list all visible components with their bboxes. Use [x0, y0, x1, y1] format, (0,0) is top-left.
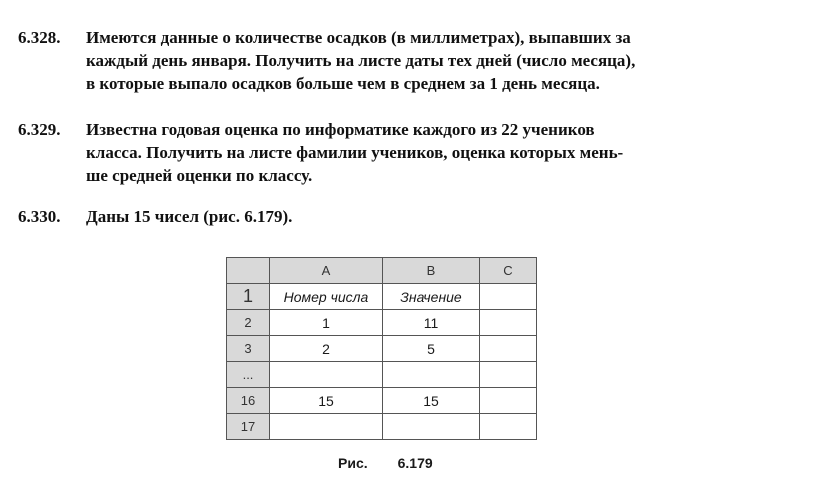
cell-b3: 5: [383, 336, 480, 362]
column-header-row: [227, 258, 537, 284]
problem-line: [18, 49, 753, 72]
table-row: [227, 336, 537, 362]
cell-a3: 2: [270, 336, 383, 362]
cell-b1: Значение: [383, 284, 480, 310]
table-row: [227, 414, 537, 440]
spreadsheet-figure: [226, 257, 537, 440]
cell-b17: [383, 414, 480, 440]
cell-a17: [270, 414, 383, 440]
cell-ellipsis-a: [270, 362, 383, 388]
problem-number: 6.328.: [18, 28, 61, 47]
table-row: [227, 362, 537, 388]
row-header: 16: [227, 388, 270, 414]
problem-6-330: [18, 205, 753, 228]
problem-text: каждый день января. Получить на листе даты тех дней (число месяца),: [86, 51, 636, 70]
problem-number: 6.330.: [18, 207, 61, 226]
problem-number: 6.329.: [18, 120, 61, 139]
cell-a16: 15: [270, 388, 383, 414]
cell-c16: [480, 388, 537, 414]
problem-text: в которые выпало осадков больше чем в среднем за 1 день месяца.: [86, 74, 600, 93]
cell-c2: [480, 310, 537, 336]
problem-line: [18, 26, 753, 49]
cell-c1: [480, 284, 537, 310]
cell-a2: 1: [270, 310, 383, 336]
problem-line: [18, 118, 753, 141]
row-header: 17: [227, 414, 270, 440]
problem-line: [18, 72, 753, 95]
cell-c3: [480, 336, 537, 362]
caption-prefix: Рис.: [338, 455, 368, 471]
cell-ellipsis-c: [480, 362, 537, 388]
corner-cell: [227, 258, 270, 284]
problem-line: [18, 141, 753, 164]
row-header: 3: [227, 336, 270, 362]
column-header-c: C: [480, 258, 537, 284]
cell-ellipsis-b: [383, 362, 480, 388]
row-header: 1: [227, 284, 270, 310]
problem-text: Имеются данные о количестве осадков (в миллиметрах), выпавших за: [86, 28, 631, 47]
row-header-ellipsis: ...: [227, 362, 270, 388]
cell-c17: [480, 414, 537, 440]
cell-b2: 11: [383, 310, 480, 336]
figure-caption: [338, 455, 433, 471]
caption-number: 6.179: [397, 455, 433, 471]
table-row: [227, 284, 537, 310]
table-row: [227, 388, 537, 414]
row-header: 2: [227, 310, 270, 336]
problem-line: [18, 205, 753, 228]
problem-text: класса. Получить на листе фамилии учеников, оценка которых мень-: [86, 143, 624, 162]
cell-b16: 15: [383, 388, 480, 414]
problem-text: ше средней оценки по классу.: [86, 166, 313, 185]
problem-6-329: [18, 118, 753, 187]
problem-text: Даны 15 чисел (рис. 6.179).: [86, 207, 293, 226]
cell-a1: Номер числа: [270, 284, 383, 310]
column-header-b: B: [383, 258, 480, 284]
table-row: [227, 310, 537, 336]
problem-line: [18, 164, 753, 187]
column-header-a: A: [270, 258, 383, 284]
problem-6-328: [18, 26, 753, 95]
problem-text: Известна годовая оценка по информатике каждого из 22 учеников: [86, 120, 595, 139]
